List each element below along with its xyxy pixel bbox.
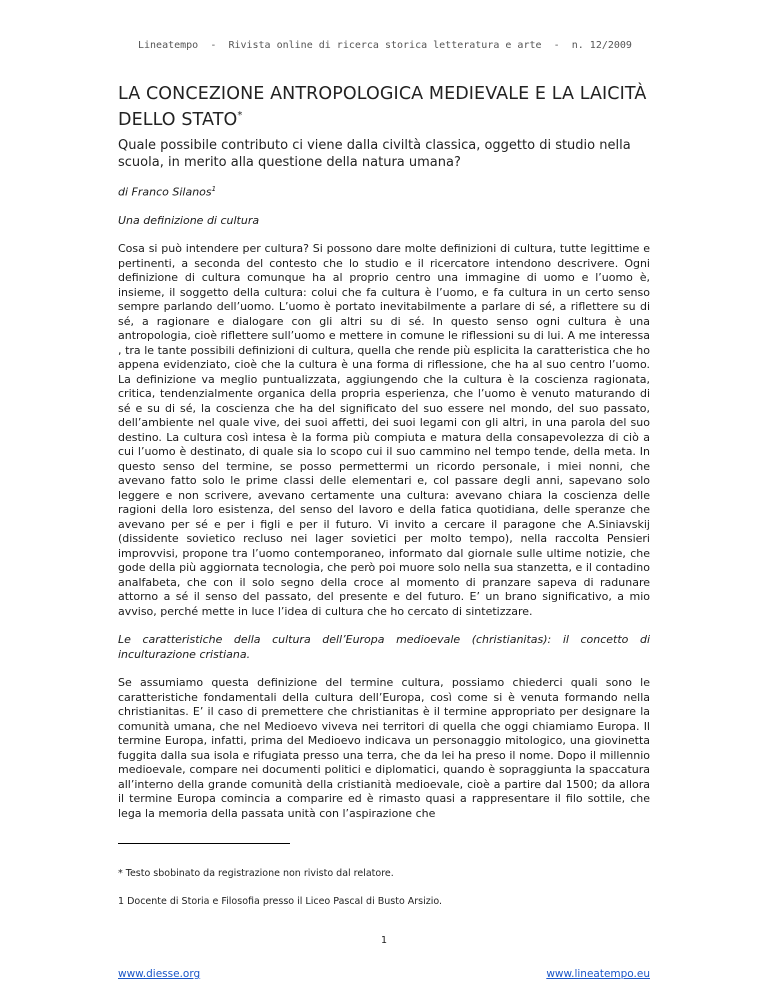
title-footnote-mark: * [237, 110, 243, 121]
section-heading: Una definizione di cultura [118, 214, 260, 228]
header-separator: - [553, 40, 560, 51]
header-issue-number: n. 12/2009 [571, 40, 632, 51]
article-content [118, 84, 650, 835]
body-paragraph: Cosa si può intendere per cultura? Si possono dare molte definizioni di cultura, tutte legittime e pertinenti, a seconda del contesto che lo studio e il ricercatore intendono descrivere. Ogni definizione di cultura comunque ha al proprio centro una immagine di uomo e l’uomo è, insieme, il soggetto della cultura: colui che fa cultura è l’uomo, e fa cultura in un certo senso sempre parlando dell’uomo. L’uomo è portato inevitabilmente a parlare di sé, a riflettere su di sé, a ragionare e dialogare con gli altri su di sé. In questo senso ogni cultura è una antropologia, cioè riflettere sull’uomo e mettere in comune le riflessioni su di lui. A me interessa , tra le tante possibili definizioni di cultura, quella che rende più esplicita la caratteristica che ho appena evidenziato, cioè che la cultura è una forma di riflessione, che ha al suo centro l’uomo. La definizione va meglio puntualizzata, aggiungendo che la cultura è la coscienza ragionata, critica, tendenzialmente organica della propria esperienza, che l’uomo è venuto maturando di sé e su di sé, la coscienza che ha del significato del suo essere nel mondo, del suo passato, dell’ambiente nel quale vive, dei suoi affetti, dei suoi legami con gli altri, in una parola del suo destino. La cultura così intesa è la forma più compiuta e matura della consapevolezza di ciò a cui l’uomo è destinato, di quale sia lo scopo cui il suo cammino nel tempo tende, della meta. In questo senso del termine, se posso permettermi un ricordo personale, i miei nonni, che avevano fatto solo le prime classi delle elementari e, col passare degli anni, sapevano solo leggere e non scrivere, avevano certamente una cultura: avevano chiara la coscienza delle ragioni della loro esistenza, del senso del lavoro e della fatica quotidiana, delle speranze che avevano per sé e per i figli e per il futuro. Vi invito a cercare il paragone che A.Siniavskij (dissidente sovietico recluso nei lager sovietici per molto tempo), nella raccolta Pensieri improvvisi, propone tra l’uomo contemporaneo, informato dal giornale sulle ultime notizie, che gode della più aggiornata tecnologia, che però poi muore solo nella sua stanzetta, e il contadino analfabeta, che con il solo segno della croce al momento di pranzare sapeva di radunare attorno a sé il senso del passato, del presente e del futuro. E’ un brano significativo, a mio avviso, perché mette in luce l’idea di cultura che ho cercato di sintetizzare. [118, 242, 650, 618]
author-line [118, 185, 650, 199]
footnote-divider [118, 843, 290, 844]
footer-link-lineatempo[interactable]: www.lineatempo.eu [546, 968, 650, 980]
header-journal-name: Lineatempo [138, 40, 199, 51]
author-name: di Franco Silanos [118, 185, 212, 199]
footnote-1: 1 Docente di Storia e Filosofia presso il Liceo Pascal di Busto Arsizio. [118, 896, 443, 907]
author-footnote-mark: 1 [211, 184, 217, 193]
article-title-text: LA CONCEZIONE ANTROPOLOGICA MEDIEVALE E LA LAICITÀ DELLO STATO [118, 84, 647, 130]
article-subtitle: Quale possibile contributo ci viene dalla civiltà classica, oggetto di studio nella scuola, in merito alla questione della natura umana? [118, 137, 631, 170]
page-number: 1 [380, 935, 388, 946]
header-separator: - [210, 40, 217, 51]
header-journal-description: Rivista online di ricerca storica letteratura e arte [228, 40, 542, 51]
running-header [138, 40, 632, 51]
section-heading: Le caratteristiche della cultura dell’Europa medioevale (christianitas): il concetto di inculturazione cristiana. [118, 633, 650, 661]
footer-link-diesse[interactable]: www.diesse.org [118, 968, 201, 980]
article-title [118, 84, 650, 131]
body-paragraph: Se assumiamo questa definizione del termine cultura, possiamo chiederci quali sono le caratteristiche fondamentali della cultura dell’Europa, così come si è venuta formando nella christianitas. E’ il caso di premettere che christianitas è il termine appropriato per designare la comunità umana, che nel Medioevo viveva nei territori di quella che oggi chiamiamo Europa. Il termine Europa, infatti, prima del Medioevo indicava un personaggio mitologico, una giovinetta fuggita dalla sua isola e rifugiata presso una terra, che da lei ha preso il nome. Dopo il millennio medioevale, compare nei documenti politici e diplomatici, quando è sopraggiunta la spaccatura all’interno della grande comunità della cristianità medioevale, cioè a partire dal 1500; da allora il termine Europa comincia a comparire ed è rimasto quasi a rappresentare il filo sottile, che lega la memoria della passata unità con l’aspirazione che [118, 676, 650, 820]
footnote-star: * Testo sbobinato da registrazione non rivisto dal relatore. [118, 868, 394, 879]
